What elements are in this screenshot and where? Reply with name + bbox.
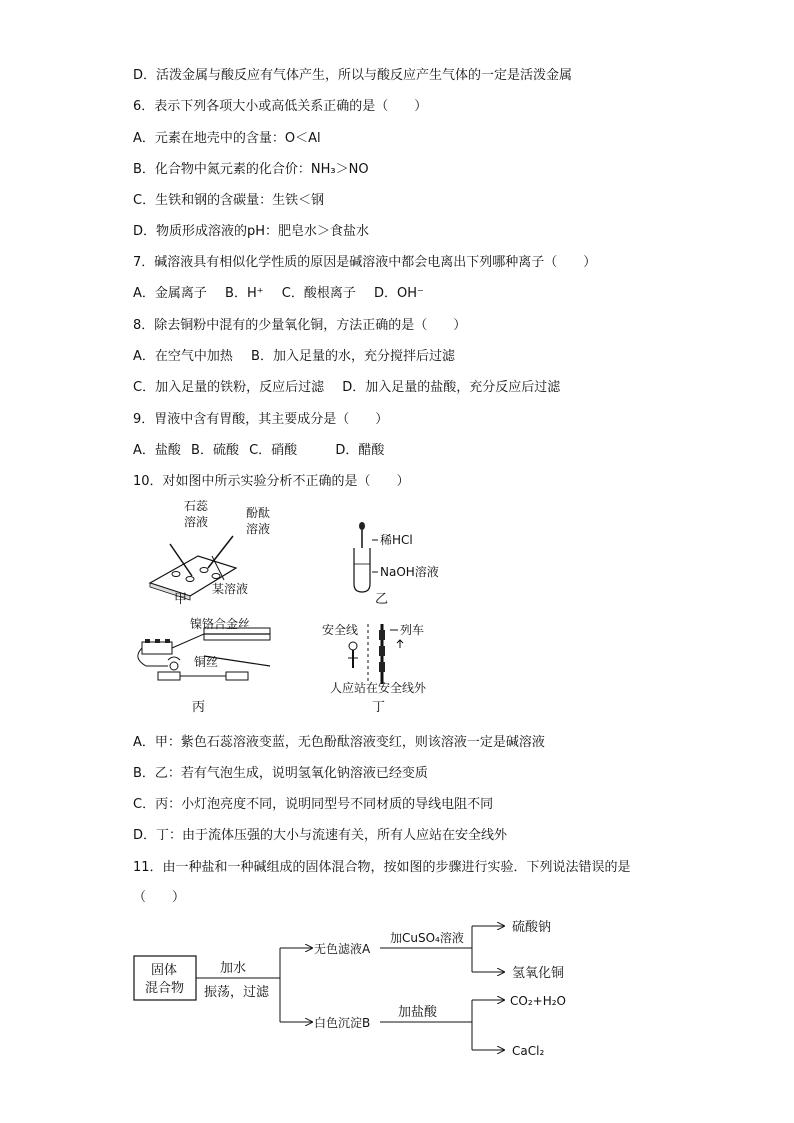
add-cuso4-label: 加CuSO₄溶液 <box>390 931 464 945</box>
cacl2-label: CaCl₂ <box>512 1044 545 1058</box>
shake-filter-label: 振荡，过滤 <box>204 985 270 1000</box>
q8-options-ab <box>133 349 469 365</box>
q6-stem: 6．表示下列各项大小或高低关系正确的是（ ） <box>133 99 428 114</box>
jia-caption: 甲 <box>174 592 188 607</box>
q10-option-d: D．丁：由于流体压强的大小与流速有关，所有人应站在安全线外 <box>133 828 508 843</box>
q10-stem: 10．对如图中所示实验分析不正确的是（ ） <box>133 474 410 489</box>
jia-phenol-label-2: 溶液 <box>246 522 271 536</box>
yi-hcl-label: 稀HCl <box>380 533 413 547</box>
q11-paren: （ ） <box>133 890 186 905</box>
bing-copper-label: 铜丝 <box>194 655 219 669</box>
q8-stem: 8．除去铜粉中混有的少量氧化铜，方法正确的是（ ） <box>133 318 467 333</box>
sodium-sulfate-label: 硫酸钠 <box>512 920 552 935</box>
figure-bing <box>138 616 270 715</box>
bing-wire-label: 镍铬合金丝 <box>190 617 251 631</box>
jia-litmus-label-1: 石蕊 <box>184 499 209 513</box>
q8-option-b: B．加入足量的水，充分搅拌后过滤 <box>251 349 455 364</box>
co2-h2o-label: CO₂+H₂O <box>510 994 566 1008</box>
ding-note-label: 人应站在安全线外 <box>330 681 427 695</box>
q10-option-a: A．甲：紫色石蕊溶液变蓝，无色酚酞溶液变红，则该溶液一定是碱溶液 <box>133 735 545 750</box>
yi-caption: 乙 <box>375 592 389 607</box>
q10-option-b: B．乙：若有气泡生成，说明氢氧化钠溶液已经变质 <box>133 766 428 781</box>
q9-option-c: C．硝酸 <box>249 443 298 458</box>
q8-option-d: D．加入足量的盐酸，充分反应后过滤 <box>342 380 561 395</box>
q11-flowchart <box>128 918 598 1068</box>
add-hcl-label: 加盐酸 <box>398 1005 438 1020</box>
q9-option-b: B．硫酸 <box>191 443 239 458</box>
ding-safety-label: 安全线 <box>322 623 359 637</box>
q7-option-a: A．金属离子 <box>133 286 207 301</box>
ding-train-label: 列车 <box>400 623 425 637</box>
q11-stem: 11．由一种盐和一种碱组成的固体混合物，按如图的步骤进行实验．下列说法错误的是 <box>133 860 631 875</box>
bing-caption: 丙 <box>192 700 206 715</box>
figure-jia <box>150 498 270 607</box>
add-water-label: 加水 <box>220 961 247 976</box>
q9-option-d: D．醋酸 <box>335 443 385 458</box>
solid-label-2: 混合物 <box>145 981 185 996</box>
solid-label-1: 固体 <box>151 963 178 978</box>
q10-option-c: C．丙：小灯泡亮度不同，说明同型号不同材质的导线电阻不同 <box>133 797 494 812</box>
precipitate-b-label: 白色沉淀B <box>314 1016 371 1030</box>
q9-stem: 9．胃液中含有胃酸，其主要成分是（ ） <box>133 412 389 427</box>
q7-option-c: C．酸根离子 <box>281 286 356 301</box>
q6-option-a: A．元素在地壳中的含量：O＜Al <box>133 131 321 146</box>
yi-naoh-label: NaOH溶液 <box>380 565 439 579</box>
q7-options <box>133 286 438 302</box>
jia-litmus-label-2: 溶液 <box>184 515 209 529</box>
jia-phenol-label-1: 酚酞 <box>246 506 271 520</box>
q7-option-b: B．H⁺ <box>225 286 264 301</box>
jia-solution-label: 某溶液 <box>212 582 249 596</box>
q8-option-c: C．加入足量的铁粉，反应后过滤 <box>133 380 325 395</box>
ding-caption: 丁 <box>372 700 386 715</box>
q8-options-cd <box>133 380 574 396</box>
q6-option-c: C．生铁和钢的含碳量：生铁＜钢 <box>133 193 325 208</box>
filtrate-a-label: 无色滤液A <box>314 942 371 956</box>
q6-option-b: B．化合物中氮元素的化合价：NH₃＞NO <box>133 162 369 177</box>
q7-option-d: D．OH⁻ <box>373 286 424 301</box>
q9-option-a: A．盐酸 <box>133 443 181 458</box>
q9-options <box>133 443 398 459</box>
q8-option-a: A．在空气中加热 <box>133 349 233 364</box>
figure-ding <box>322 622 427 715</box>
figure-yi <box>354 522 439 607</box>
copper-hydroxide-label: 氢氧化铜 <box>512 966 565 981</box>
q6-option-d: D．物质形成溶液的pH：肥皂水＞食盐水 <box>133 224 370 239</box>
q7-stem: 7．碱溶液具有相似化学性质的原因是碱溶液中都会电离出下列哪种离子（ ） <box>133 255 597 270</box>
q5-option-d: D．活泼金属与酸反应有气体产生，所以与酸反应产生气体的一定是活泼金属 <box>133 68 573 83</box>
q10-figure <box>128 496 458 716</box>
